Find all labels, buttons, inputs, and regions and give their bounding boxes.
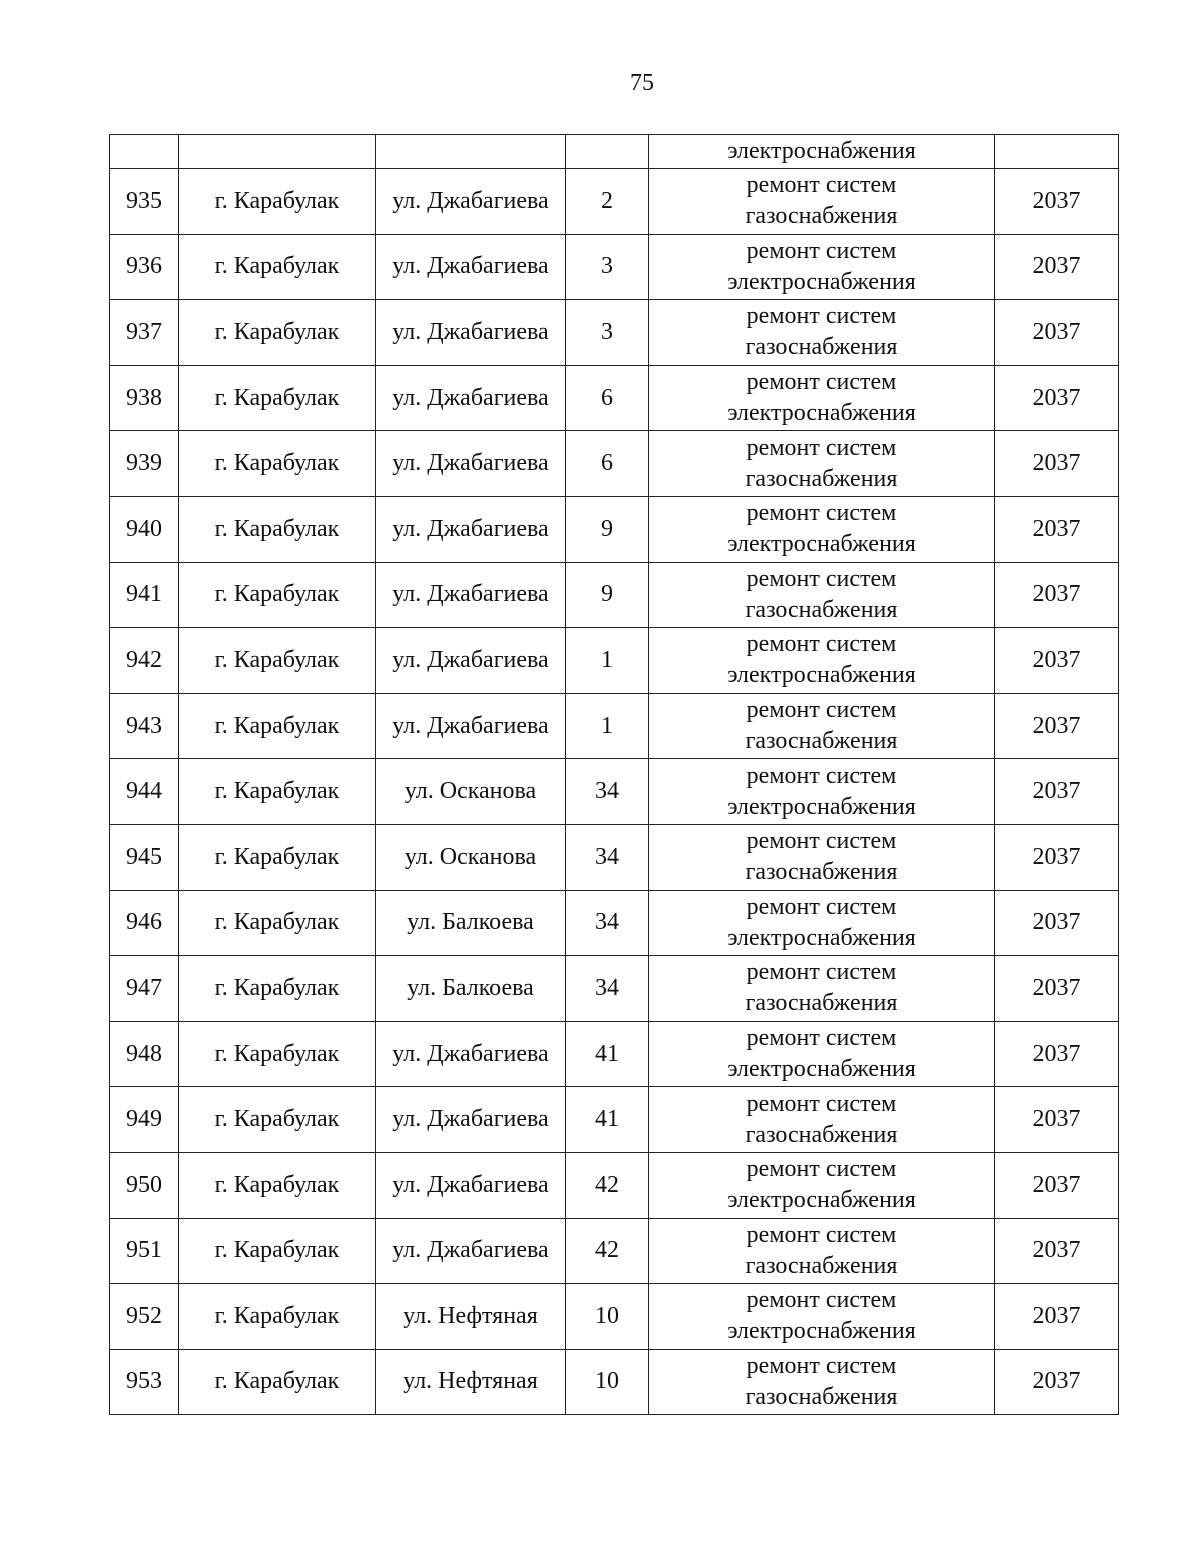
cell-num: 939	[110, 431, 179, 497]
cell-street: ул. Джабагиева	[376, 562, 566, 628]
cell-street: ул. Осканова	[376, 824, 566, 890]
table-row	[110, 693, 1119, 759]
cell-year: 2037	[995, 562, 1119, 628]
cell-city: г. Карабулак	[179, 234, 376, 300]
work-line-1: ремонт систем	[746, 500, 897, 527]
table-row	[110, 628, 1119, 694]
cell-year: 2037	[995, 1218, 1119, 1284]
cell-street: ул. Балкоева	[376, 890, 566, 956]
repair-schedule-table	[109, 134, 1119, 1415]
table-row	[110, 562, 1119, 628]
cell-year: 2037	[995, 365, 1119, 431]
cell-city: г. Карабулак	[179, 1021, 376, 1087]
cell-city: г. Карабулак	[179, 431, 376, 497]
cell-street: ул. Осканова	[376, 759, 566, 825]
cell-street	[376, 135, 566, 169]
work-line-1: ремонт систем	[746, 893, 897, 920]
cell-num: 940	[110, 496, 179, 562]
cell-house: 3	[566, 234, 649, 300]
work-line-1: ремонт систем	[746, 172, 897, 199]
cell-city: г. Карабулак	[179, 169, 376, 235]
cell-year: 2037	[995, 759, 1119, 825]
cell-work	[649, 956, 995, 1022]
work-line-1: ремонт систем	[746, 959, 897, 986]
cell-year: 2037	[995, 496, 1119, 562]
cell-city: г. Карабулак	[179, 1349, 376, 1415]
work-line-2: газоснабжения	[745, 859, 898, 886]
cell-house: 6	[566, 431, 649, 497]
cell-work	[649, 1218, 995, 1284]
cell-num: 937	[110, 300, 179, 366]
cell-house	[566, 135, 649, 169]
cell-city: г. Карабулак	[179, 1087, 376, 1153]
cell-num: 946	[110, 890, 179, 956]
cell-year: 2037	[995, 1284, 1119, 1350]
work-line-2: газоснабжения	[745, 1252, 898, 1279]
cell-house: 34	[566, 759, 649, 825]
cell-street: ул. Джабагиева	[376, 693, 566, 759]
cell-street: ул. Нефтяная	[376, 1349, 566, 1415]
cell-year	[995, 135, 1119, 169]
cell-year: 2037	[995, 1349, 1119, 1415]
cell-street: ул. Джабагиева	[376, 169, 566, 235]
table-row	[110, 1021, 1119, 1087]
cell-num: 942	[110, 628, 179, 694]
cell-house: 2	[566, 169, 649, 235]
table-row	[110, 1349, 1119, 1415]
cell-street: ул. Джабагиева	[376, 1087, 566, 1153]
cell-work	[649, 431, 995, 497]
cell-street: ул. Джабагиева	[376, 1021, 566, 1087]
work-line-1: ремонт систем	[746, 369, 897, 396]
cell-house: 9	[566, 562, 649, 628]
cell-num: 947	[110, 956, 179, 1022]
cell-city: г. Карабулак	[179, 693, 376, 759]
cell-house: 34	[566, 890, 649, 956]
cell-street: ул. Джабагиева	[376, 496, 566, 562]
cell-year: 2037	[995, 1021, 1119, 1087]
work-line-2: электроснабжения	[727, 268, 916, 295]
cell-year: 2037	[995, 431, 1119, 497]
cell-num: 938	[110, 365, 179, 431]
cell-year: 2037	[995, 1087, 1119, 1153]
cell-year: 2037	[995, 628, 1119, 694]
cell-house: 41	[566, 1087, 649, 1153]
cell-city: г. Карабулак	[179, 759, 376, 825]
cell-num: 952	[110, 1284, 179, 1350]
cell-work	[649, 824, 995, 890]
work-line-2: газоснабжения	[745, 1121, 898, 1148]
cell-house: 10	[566, 1349, 649, 1415]
work-line-1: ремонт систем	[746, 1221, 897, 1248]
cell-year: 2037	[995, 824, 1119, 890]
cell-street: ул. Джабагиева	[376, 234, 566, 300]
cell-house: 42	[566, 1218, 649, 1284]
work-line-2: газоснабжения	[745, 596, 898, 623]
cell-work: электроснабжения	[649, 135, 995, 169]
work-line-1: ремонт систем	[746, 762, 897, 789]
table-body	[110, 135, 1119, 1415]
cell-house: 34	[566, 824, 649, 890]
cell-num: 953	[110, 1349, 179, 1415]
cell-work	[649, 628, 995, 694]
table-row	[110, 759, 1119, 825]
work-line-2: электроснабжения	[727, 531, 916, 558]
cell-city	[179, 135, 376, 169]
page-number: 75	[630, 70, 654, 96]
work-line-2: газоснабжения	[745, 334, 898, 361]
cell-city: г. Карабулак	[179, 890, 376, 956]
cell-work	[649, 1284, 995, 1350]
work-line-1: ремонт систем	[746, 1287, 897, 1314]
table-row	[110, 1218, 1119, 1284]
work-line-2: газоснабжения	[745, 728, 898, 755]
cell-num: 950	[110, 1152, 179, 1218]
cell-house: 42	[566, 1152, 649, 1218]
table-row	[110, 496, 1119, 562]
work-line-1: ремонт систем	[746, 631, 897, 658]
work-line-1: ремонт систем	[746, 1090, 897, 1117]
cell-work	[649, 169, 995, 235]
cell-num: 949	[110, 1087, 179, 1153]
work-line-1: ремонт систем	[746, 565, 897, 592]
table-row	[110, 169, 1119, 235]
cell-year: 2037	[995, 956, 1119, 1022]
work-line-1: ремонт систем	[746, 1352, 897, 1379]
cell-work	[649, 1021, 995, 1087]
cell-year: 2037	[995, 693, 1119, 759]
cell-street: ул. Джабагиева	[376, 1218, 566, 1284]
work-line-2: электроснабжения	[727, 1056, 916, 1083]
cell-city: г. Карабулак	[179, 1284, 376, 1350]
cell-street: ул. Балкоева	[376, 956, 566, 1022]
work-line-2: электроснабжения	[727, 662, 916, 689]
cell-house: 1	[566, 693, 649, 759]
work-line-1: ремонт систем	[746, 434, 897, 461]
cell-house: 3	[566, 300, 649, 366]
table-row	[110, 300, 1119, 366]
table-row	[110, 431, 1119, 497]
table-row	[110, 890, 1119, 956]
cell-city: г. Карабулак	[179, 824, 376, 890]
work-line-2: газоснабжения	[745, 990, 898, 1017]
cell-house: 9	[566, 496, 649, 562]
cell-city: г. Карабулак	[179, 365, 376, 431]
table-row	[110, 234, 1119, 300]
table-row	[110, 1284, 1119, 1350]
cell-work	[649, 496, 995, 562]
table-row	[110, 956, 1119, 1022]
work-line-1: ремонт систем	[746, 697, 897, 724]
cell-work	[649, 890, 995, 956]
cell-work	[649, 1152, 995, 1218]
cell-num	[110, 135, 179, 169]
work-line-1: ремонт систем	[746, 237, 897, 264]
continuation-row	[110, 135, 1119, 169]
table-row	[110, 1152, 1119, 1218]
cell-city: г. Карабулак	[179, 562, 376, 628]
cell-house: 1	[566, 628, 649, 694]
cell-num: 941	[110, 562, 179, 628]
cell-city: г. Карабулак	[179, 496, 376, 562]
cell-num: 944	[110, 759, 179, 825]
work-line-2: электроснабжения	[727, 924, 916, 951]
cell-street: ул. Нефтяная	[376, 1284, 566, 1350]
cell-num: 945	[110, 824, 179, 890]
cell-num: 948	[110, 1021, 179, 1087]
cell-house: 10	[566, 1284, 649, 1350]
cell-city: г. Карабулак	[179, 628, 376, 694]
cell-city: г. Карабулак	[179, 1218, 376, 1284]
work-line-1: ремонт систем	[746, 828, 897, 855]
work-line-2: электроснабжения	[727, 793, 916, 820]
cell-work	[649, 1349, 995, 1415]
cell-city: г. Карабулак	[179, 1152, 376, 1218]
cell-year: 2037	[995, 1152, 1119, 1218]
work-line-2: газоснабжения	[745, 1383, 898, 1410]
cell-work	[649, 562, 995, 628]
cell-work	[649, 1087, 995, 1153]
cell-num: 951	[110, 1218, 179, 1284]
work-line-2: газоснабжения	[745, 203, 898, 230]
cell-year: 2037	[995, 234, 1119, 300]
cell-street: ул. Джабагиева	[376, 628, 566, 694]
cell-num: 936	[110, 234, 179, 300]
cell-num: 935	[110, 169, 179, 235]
cell-year: 2037	[995, 169, 1119, 235]
work-line-2: электроснабжения	[727, 1187, 916, 1214]
table-row	[110, 1087, 1119, 1153]
cell-year: 2037	[995, 890, 1119, 956]
cell-street: ул. Джабагиева	[376, 300, 566, 366]
cell-work	[649, 234, 995, 300]
table-row	[110, 365, 1119, 431]
work-line-2: газоснабжения	[745, 465, 898, 492]
cell-work	[649, 365, 995, 431]
cell-house: 34	[566, 956, 649, 1022]
cell-work	[649, 759, 995, 825]
cell-street: ул. Джабагиева	[376, 431, 566, 497]
work-line-2: электроснабжения	[727, 400, 916, 427]
cell-city: г. Карабулак	[179, 956, 376, 1022]
cell-num: 943	[110, 693, 179, 759]
cell-street: ул. Джабагиева	[376, 365, 566, 431]
cell-year: 2037	[995, 300, 1119, 366]
work-line-1: ремонт систем	[746, 1156, 897, 1183]
cell-work	[649, 300, 995, 366]
work-line-1: ремонт систем	[746, 303, 897, 330]
cell-city: г. Карабулак	[179, 300, 376, 366]
table-row	[110, 824, 1119, 890]
work-line-2: электроснабжения	[727, 1318, 916, 1345]
cell-street: ул. Джабагиева	[376, 1152, 566, 1218]
cell-house: 6	[566, 365, 649, 431]
cell-house: 41	[566, 1021, 649, 1087]
cell-work	[649, 693, 995, 759]
work-line-1: ремонт систем	[746, 1025, 897, 1052]
